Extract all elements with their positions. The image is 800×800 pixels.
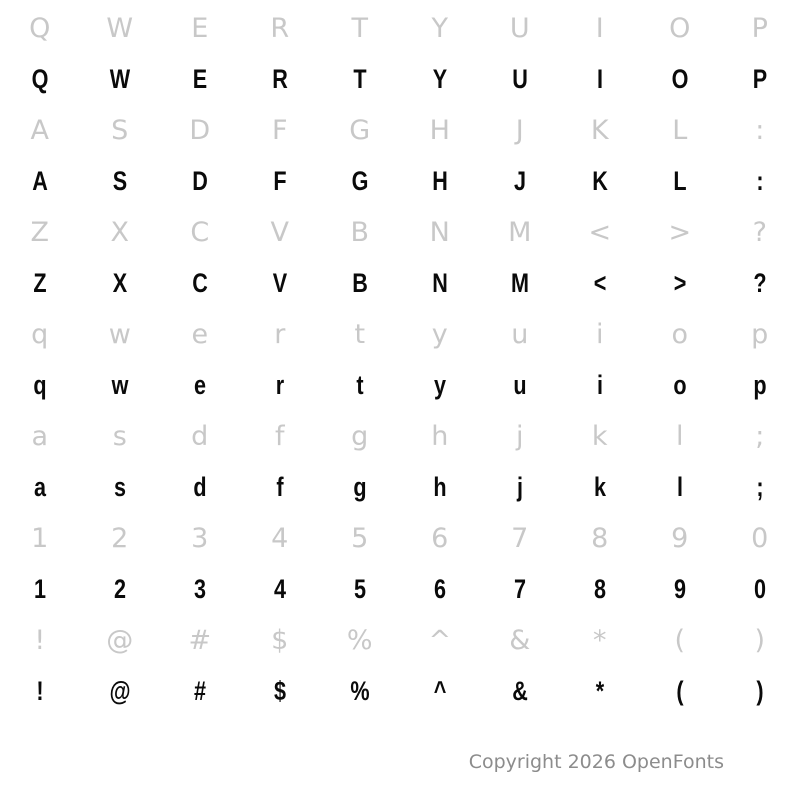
sample-row xyxy=(0,560,800,618)
sample-glyph: 9 xyxy=(673,573,687,604)
reference-glyph: y xyxy=(431,318,449,350)
reference-glyph: F xyxy=(271,114,289,146)
sample-glyph: o xyxy=(673,369,687,400)
sample-glyph: Y xyxy=(432,63,448,94)
reference-glyph: I xyxy=(595,12,605,44)
sample-glyph: h xyxy=(433,471,447,502)
reference-glyph: < xyxy=(588,216,612,248)
reference-glyph: ) xyxy=(754,624,766,656)
sample-glyph: J xyxy=(513,165,527,196)
sample-row xyxy=(0,254,800,312)
reference-glyph: k xyxy=(591,420,609,452)
reference-glyph: ^ xyxy=(428,624,452,656)
sample-glyph: ^ xyxy=(433,675,447,706)
reference-glyph: ( xyxy=(674,624,686,656)
sample-glyph: M xyxy=(511,267,529,298)
reference-glyph: u xyxy=(511,318,529,350)
reference-glyph: M xyxy=(508,216,532,248)
reference-glyph: * xyxy=(593,624,607,656)
sample-glyph: U xyxy=(512,63,528,94)
reference-glyph: 1 xyxy=(31,522,49,554)
sample-glyph: L xyxy=(673,165,687,196)
reference-glyph: q xyxy=(31,318,49,350)
reference-glyph: R xyxy=(270,12,290,44)
reference-glyph: 8 xyxy=(591,522,609,554)
sample-glyph: t xyxy=(356,369,364,400)
reference-row xyxy=(0,516,800,560)
sample-glyph: N xyxy=(432,267,448,298)
reference-row xyxy=(0,312,800,356)
sample-glyph: W xyxy=(109,63,131,94)
reference-glyph: > xyxy=(668,216,692,248)
reference-glyph: 0 xyxy=(751,522,769,554)
sample-glyph: % xyxy=(350,675,370,706)
sample-glyph: H xyxy=(432,165,448,196)
reference-glyph: U xyxy=(509,12,531,44)
sample-glyph: f xyxy=(276,471,284,502)
reference-glyph: V xyxy=(270,216,290,248)
reference-glyph: L xyxy=(672,114,688,146)
sample-glyph: 4 xyxy=(273,573,287,604)
sample-glyph: e xyxy=(193,369,207,400)
sample-glyph: E xyxy=(192,63,208,94)
reference-glyph: P xyxy=(751,12,769,44)
sample-glyph: g xyxy=(353,471,367,502)
sample-glyph: D xyxy=(192,165,208,196)
sample-glyph: Q xyxy=(31,63,49,94)
sample-glyph: K xyxy=(592,165,608,196)
reference-glyph: l xyxy=(675,420,684,452)
sample-row xyxy=(0,356,800,414)
sample-glyph: 6 xyxy=(433,573,447,604)
sample-glyph: 7 xyxy=(513,573,527,604)
sample-row xyxy=(0,152,800,210)
reference-glyph: d xyxy=(191,420,209,452)
reference-glyph: w xyxy=(108,318,132,350)
glyph-row-group xyxy=(0,108,800,210)
sample-glyph: F xyxy=(273,165,287,196)
sample-glyph: p xyxy=(753,369,767,400)
reference-glyph: G xyxy=(349,114,371,146)
sample-glyph: 0 xyxy=(753,573,767,604)
reference-glyph: K xyxy=(590,114,610,146)
sample-glyph: C xyxy=(192,267,208,298)
sample-glyph: * xyxy=(595,675,605,706)
sample-glyph: ; xyxy=(756,471,764,502)
sample-glyph: ) xyxy=(756,675,764,706)
sample-glyph: 1 xyxy=(33,573,47,604)
reference-glyph: 2 xyxy=(111,522,129,554)
reference-glyph: # xyxy=(188,624,212,656)
sample-glyph: S xyxy=(112,165,128,196)
reference-glyph: 9 xyxy=(671,522,689,554)
reference-glyph: : xyxy=(755,114,765,146)
reference-glyph: T xyxy=(351,12,369,44)
reference-glyph: s xyxy=(112,420,128,452)
reference-glyph: O xyxy=(669,12,691,44)
reference-glyph: J xyxy=(515,114,525,146)
reference-glyph: t xyxy=(354,318,366,350)
reference-row xyxy=(0,414,800,458)
glyph-row-group xyxy=(0,414,800,516)
sample-glyph: A xyxy=(32,165,48,196)
glyph-row-group xyxy=(0,210,800,312)
reference-glyph: A xyxy=(30,114,50,146)
sample-glyph: y xyxy=(433,369,447,400)
reference-glyph: i xyxy=(595,318,604,350)
sample-glyph: @ xyxy=(109,675,131,706)
sample-row xyxy=(0,458,800,516)
copyright-notice: Copyright 2026 OpenFonts xyxy=(468,751,724,773)
reference-glyph: Q xyxy=(29,12,51,44)
sample-glyph: a xyxy=(33,471,47,502)
reference-glyph: H xyxy=(429,114,451,146)
reference-glyph: g xyxy=(351,420,369,452)
reference-row xyxy=(0,6,800,50)
sample-glyph: & xyxy=(512,675,528,706)
glyph-row-group xyxy=(0,6,800,108)
reference-glyph: f xyxy=(274,420,285,452)
reference-row xyxy=(0,210,800,254)
sample-glyph: G xyxy=(351,165,369,196)
sample-glyph: T xyxy=(353,63,367,94)
glyph-row-group xyxy=(0,618,800,720)
glyph-row-group xyxy=(0,516,800,618)
reference-glyph: S xyxy=(111,114,129,146)
sample-glyph: s xyxy=(113,471,127,502)
sample-row xyxy=(0,662,800,720)
reference-glyph: o xyxy=(671,318,689,350)
sample-glyph: : xyxy=(756,165,764,196)
sample-glyph: B xyxy=(352,267,368,298)
reference-glyph: @ xyxy=(106,624,134,656)
sample-glyph: O xyxy=(671,63,689,94)
sample-glyph: > xyxy=(673,267,687,298)
reference-glyph: W xyxy=(106,12,134,44)
sample-glyph: d xyxy=(193,471,207,502)
reference-glyph: & xyxy=(509,624,531,656)
glyph-row-group xyxy=(0,312,800,414)
sample-glyph: w xyxy=(111,369,129,400)
sample-glyph: # xyxy=(193,675,207,706)
reference-glyph: $ xyxy=(271,624,289,656)
reference-row xyxy=(0,108,800,152)
sample-glyph: r xyxy=(275,369,285,400)
sample-glyph: ( xyxy=(676,675,684,706)
reference-glyph: e xyxy=(191,318,209,350)
reference-glyph: 3 xyxy=(191,522,209,554)
reference-glyph: 5 xyxy=(351,522,369,554)
sample-glyph: q xyxy=(33,369,47,400)
sample-glyph: ! xyxy=(36,675,44,706)
reference-glyph: ? xyxy=(752,216,768,248)
sample-glyph: R xyxy=(272,63,288,94)
reference-glyph: ! xyxy=(34,624,46,656)
sample-glyph: V xyxy=(272,267,288,298)
reference-glyph: r xyxy=(274,318,286,350)
sample-glyph: P xyxy=(752,63,768,94)
sample-glyph: X xyxy=(112,267,128,298)
reference-glyph: D xyxy=(189,114,211,146)
sample-glyph: I xyxy=(596,63,603,94)
sample-glyph: ? xyxy=(753,267,767,298)
reference-glyph: h xyxy=(431,420,449,452)
sample-glyph: $ xyxy=(273,675,287,706)
sample-glyph: 3 xyxy=(193,573,207,604)
reference-glyph: B xyxy=(350,216,370,248)
sample-glyph: 5 xyxy=(353,573,367,604)
sample-row xyxy=(0,50,800,108)
sample-glyph: i xyxy=(596,369,603,400)
sample-glyph: u xyxy=(513,369,527,400)
sample-glyph: 2 xyxy=(113,573,127,604)
reference-glyph: j xyxy=(515,420,524,452)
reference-row xyxy=(0,618,800,662)
reference-glyph: ; xyxy=(755,420,765,452)
sample-glyph: k xyxy=(593,471,607,502)
reference-glyph: C xyxy=(190,216,210,248)
reference-glyph: 6 xyxy=(431,522,449,554)
reference-glyph: N xyxy=(429,216,451,248)
reference-glyph: 7 xyxy=(511,522,529,554)
reference-glyph: Z xyxy=(30,216,50,248)
reference-glyph: X xyxy=(110,216,130,248)
reference-glyph: Y xyxy=(431,12,449,44)
reference-glyph: p xyxy=(751,318,769,350)
reference-glyph: a xyxy=(31,420,49,452)
reference-glyph: % xyxy=(346,624,374,656)
sample-glyph: l xyxy=(676,471,683,502)
reference-glyph: E xyxy=(191,12,209,44)
sample-glyph: < xyxy=(593,267,607,298)
sample-glyph: j xyxy=(516,471,523,502)
sample-glyph: 8 xyxy=(593,573,607,604)
sample-glyph: Z xyxy=(33,267,47,298)
reference-glyph: 4 xyxy=(271,522,289,554)
